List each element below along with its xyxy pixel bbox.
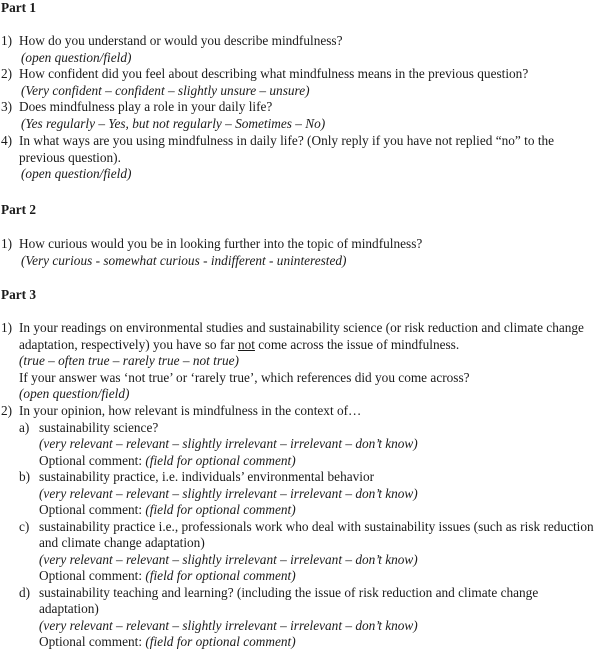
part1-question-1 (1, 33, 599, 66)
question-text (19, 320, 599, 353)
question-number: 1) (1, 236, 13, 251)
question-text: Does mindfulness play a role in your daily life? (19, 99, 273, 114)
question-number: 4) (1, 133, 13, 148)
part1-question-2 (1, 66, 599, 99)
question-text-start: In your readings on environmental studies and sustainability science (or risk reduction and climate change adaptation, respectively) you have so far (19, 320, 584, 352)
followup-answer: (open question/field) (19, 386, 130, 401)
question-text: In your opinion, how relevant is mindfulness in the context of… (19, 403, 362, 418)
answer-options: (true – often true – rarely true – not true) (19, 353, 239, 368)
sub-question-a (19, 420, 599, 470)
optional-comment (39, 453, 599, 470)
relevance-scale: (very relevant – relevant – slightly irrelevant – irrelevant – don’t know) (39, 485, 418, 501)
part1-question-3 (1, 99, 599, 132)
question-number: 2) (1, 403, 13, 418)
question-text: How curious would you be in looking further into the topic of mindfulness? (19, 236, 423, 251)
answer-options: (Very curious - somewhat curious - indifferent - uninterested) (21, 252, 347, 268)
sub-question-c (19, 519, 599, 585)
optional-comment-field: (field for optional comment) (145, 502, 296, 517)
question-text: How confident did you feel about describing what mindfulness means in the previous question? (19, 66, 529, 81)
question-text-end: come across the issue of mindfulness. (254, 336, 460, 352)
answer-options: (open question/field) (21, 49, 132, 65)
optional-comment-field: (field for optional comment) (145, 452, 296, 468)
optional-comment-label: Optional comment: (39, 568, 146, 583)
sub-question-text: sustainability science? (39, 419, 159, 435)
part2-heading: Part 2 (1, 202, 37, 217)
optional-comment (39, 568, 599, 585)
part1-heading: Part 1 (1, 0, 37, 15)
followup-question: If your answer was ‘not true’ or ‘rarely true’, which references did you come across? (19, 369, 470, 385)
relevance-scale: (very relevant – relevant – slightly irrelevant – irrelevant – don’t know) (39, 617, 418, 633)
part2-question-1 (1, 236, 599, 269)
sub-question-label: d) (19, 584, 31, 600)
answer-options: (open question/field) (21, 166, 132, 181)
answer-options: (Very confident – confident – slightly unsure – unsure) (21, 82, 310, 98)
sub-question-text: sustainability practice i.e., professionals work who deal with sustainability issues (such as risk reduction and climate change adaptation) (39, 518, 594, 550)
sub-question-label: b) (19, 469, 31, 484)
question-number: 2) (1, 66, 13, 81)
optional-comment-label: Optional comment: (39, 452, 146, 468)
question-number: 3) (1, 99, 13, 114)
question-number: 1) (1, 33, 13, 48)
sub-question-label: c) (19, 518, 30, 534)
sub-question-b (19, 469, 599, 519)
optional-comment-field: (field for optional comment) (145, 634, 296, 649)
relevance-scale: (very relevant – relevant – slightly irrelevant – irrelevant – don’t know) (39, 551, 418, 567)
sub-question-label: a) (19, 419, 30, 435)
optional-comment-label: Optional comment: (39, 634, 146, 649)
optional-comment (39, 502, 599, 519)
answer-options: (Yes regularly – Yes, but not regularly – Sometimes – No) (21, 115, 326, 131)
sub-question-d (19, 585, 599, 651)
underlined-word: not (237, 336, 255, 352)
part3-question-1 (1, 320, 599, 403)
part3-heading: Part 3 (1, 287, 37, 302)
question-text: In what ways are you using mindfulness in daily life? (Only reply if you have not replied “no” to the previous question). (19, 133, 555, 165)
optional-comment-field: (field for optional comment) (145, 568, 296, 583)
optional-comment (39, 634, 599, 651)
part3-question-2 (1, 403, 599, 651)
relevance-scale: (very relevant – relevant – slightly irrelevant – irrelevant – don’t know) (39, 436, 418, 451)
part1-question-4 (1, 133, 599, 183)
sub-question-text: sustainability teaching and learning? (including the issue of risk reduction and climate change adaptation) (39, 584, 539, 616)
sub-question-text: sustainability practice, i.e. individuals’ environmental behavior (39, 469, 375, 484)
question-number: 1) (1, 320, 13, 335)
optional-comment-label: Optional comment: (39, 502, 146, 517)
question-text: How do you understand or would you describe mindfulness? (19, 33, 343, 48)
